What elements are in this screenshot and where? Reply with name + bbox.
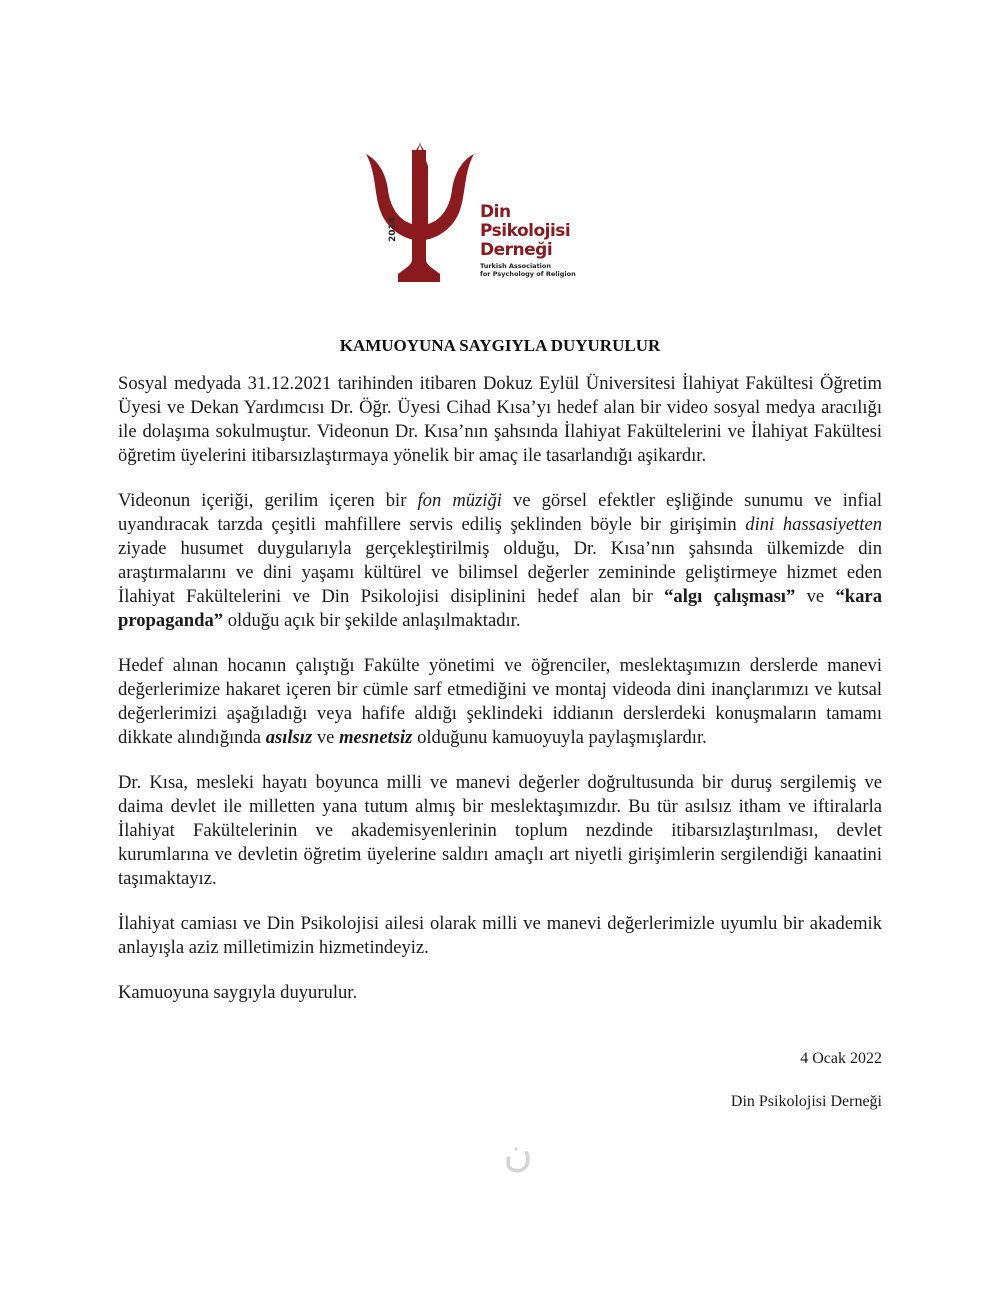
document-body <box>118 372 882 1026</box>
document-title: KAMUOYUNA SAYGIYLA DUYURULUR <box>339 336 661 355</box>
bold-italic-text: mesnetsiz <box>339 727 413 748</box>
body-paragraph <box>118 771 882 891</box>
arabic-nun-icon: ن <box>503 1130 533 1176</box>
logo-wordmark <box>480 203 576 278</box>
text-segment: ve <box>312 727 340 748</box>
bold-italic-text: asılsız <box>265 727 313 748</box>
text-segment: İlahiyat camiası ve Din Psikolojisi ailesi olarak milli ve manevi değerlerimizle uyumlu bir akademik anlayışla aziz milletimizin hizmetindeyiz. <box>118 913 882 958</box>
text-segment: ve <box>795 586 836 607</box>
bold-text: “algı çalışması” <box>664 586 796 607</box>
text-segment: Sosyal medyada 31.12.2021 tarihinden itibaren Dokuz Eylül Üniversitesi İlahiyat Fakültesi Öğretim Üyesi ve Dekan Yardımcısı Dr. Öğr. Üyesi Cihad Kısa’yı hedef alan bir video sosyal medya aracılığı ile dolaşıma sokulmuştur. Videonun Dr. Kısa’nın şahsında İlahiyat Fakültelerini ve İlahiyat Fakültesi öğretim üyelerini itibarsızlaştırmaya yönelik bir amaç ile tasarlandığı aşikardır. <box>118 373 882 466</box>
logo-name-line: Psikolojisi <box>480 221 571 241</box>
text-segment: olduğunu kamuoyuyla paylaşmışlardır. <box>412 727 707 748</box>
text-segment: Hedef alınan hocanın çalıştığı Fakülte yönetimi ve öğrenciler, meslektaşımızın derslerde manevi değerlerimize hakaret içeren bir cümle sarf etmediğini ve montaj videoda dini inançlarımızı ve kutsal değerlerimizi aşağıladığı veya hafife aldığı şeklindeki iddianın derslerdeki konuşmaların tamamı dikkate alındığında <box>118 655 882 748</box>
text-segment: ziyade husumet duygularıyla gerçekleştirilmiş olduğu, Dr. Kısa’nın şahsında ülkemizde din araştırmalarını ve dini yaşamı kültürel ve bilimsel değerler zemininde geliştirmeye hizmet eden İlahiyat Fakültelerini ve Din Psikolojisi disiplinini hedef alan bir <box>118 538 882 607</box>
text-segment: olduğu açık bir şekilde anlaşılmaktadır. <box>223 610 521 631</box>
document-date: 4 Ocak 2022 <box>800 1050 882 1067</box>
emphasis-text: fon müziği <box>417 490 502 511</box>
body-paragraph <box>118 372 882 468</box>
document-signature: Din Psikolojisi Derneği <box>730 1093 882 1110</box>
association-logo <box>366 140 596 290</box>
logo-year: 2014 <box>388 216 398 242</box>
body-paragraph <box>118 912 882 960</box>
logo-name-line: Din <box>480 202 511 222</box>
body-paragraph <box>118 981 882 1005</box>
logo-subtitle-line: Turkish Association <box>480 262 551 270</box>
text-segment: Videonun içeriği, gerilim içeren bir <box>118 490 418 511</box>
emphasis-text: dini hassasiyetten <box>745 514 882 535</box>
logo-name-line: Derneği <box>480 240 553 260</box>
text-segment: Dr. Kısa, mesleki hayatı boyunca milli ve manevi değerler doğrultusunda bir duruş sergilemiş ve daima devlet ile milletten yana tutum almış bir meslektaşımızdır. Bu tür asılsız itham ve iftiralarla İlahiyat Fakültelerinin ve akademisyenlerinin toplum nezdinde itibarsızlaştırılması, devlet kurumlarına ve devletin öğretim üyelerine saldırı amaçlı art niyetli girişimlerin sergilendiği kanaatini taşımaktayız. <box>118 772 882 889</box>
logo-subtitle-line: for Psychology of Religion <box>480 270 576 278</box>
psi-trident-icon <box>366 140 476 290</box>
body-paragraph <box>118 489 882 633</box>
bold-text: “kara propaganda” <box>118 586 882 631</box>
text-segment: Kamuoyuna saygıyla duyurulur. <box>118 982 358 1003</box>
logo-subtitle <box>480 262 576 278</box>
body-paragraph <box>118 654 882 750</box>
text-segment: ve görsel efektler eşliğinde sunumu ve infial uyandıracak tarzda çeşitli mahfillere servis ediliş şeklinden böyle bir girişimin <box>118 490 882 535</box>
